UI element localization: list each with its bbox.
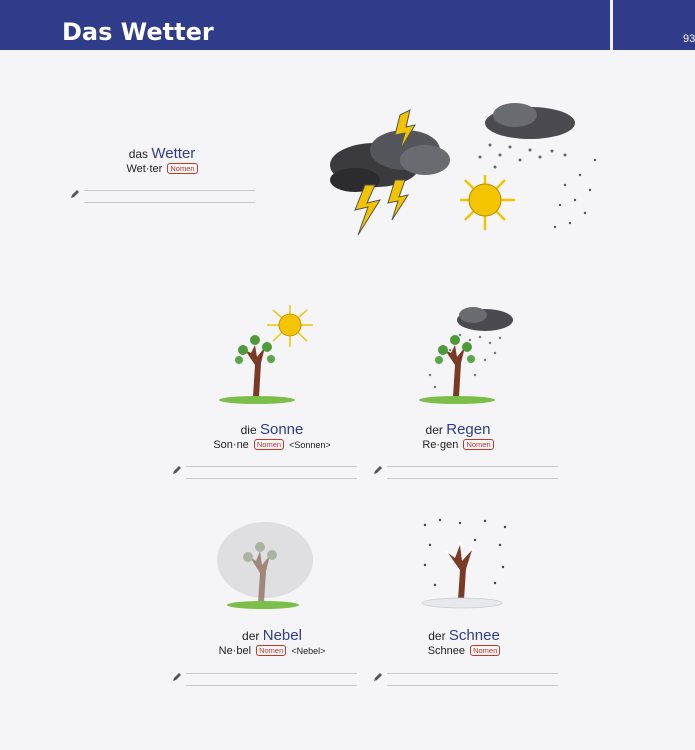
article: das: [128, 147, 149, 161]
plural-form: <Nebel>: [291, 646, 326, 656]
snowy-tree-illustration: [415, 515, 515, 615]
lightning-icon: [355, 185, 380, 235]
tree-icon: [445, 543, 475, 600]
line: [84, 202, 255, 203]
noun-tag: Nomen: [167, 163, 197, 174]
noun: Regen: [446, 421, 491, 438]
entry-wetter: [42, 145, 282, 175]
syllables: Schnee: [427, 645, 466, 657]
word-line: [344, 627, 584, 644]
line: [387, 673, 558, 674]
noun: Schnee: [448, 627, 500, 644]
noun-tag: Nomen: [470, 645, 500, 656]
noun-tag: Nomen: [463, 439, 493, 450]
rain-cloud: [485, 103, 575, 139]
pencil-icon: [172, 672, 182, 682]
line: [186, 673, 357, 674]
word-line: [338, 421, 578, 438]
noun: Sonne: [259, 421, 304, 438]
tree-icon: [419, 335, 495, 404]
writing-line[interactable]: [70, 187, 255, 201]
raindrops: [479, 144, 567, 169]
ground: [227, 601, 299, 609]
syllables: Son·ne: [213, 439, 249, 451]
rain-cloud: [457, 307, 513, 331]
rainy-tree-illustration: [415, 305, 515, 410]
sunny-tree-illustration: [215, 305, 315, 410]
noun: Wetter: [151, 145, 196, 162]
sun-icon: [267, 305, 313, 347]
foggy-tree-illustration: [215, 515, 315, 615]
syllables: Re·gen: [422, 439, 459, 451]
noun: Nebel: [262, 627, 302, 644]
article: der: [425, 423, 443, 437]
line: [84, 190, 255, 191]
article: der: [242, 629, 260, 643]
syllables: Wet·ter: [126, 163, 163, 175]
entry-regen: [338, 421, 578, 451]
writing-line[interactable]: [172, 463, 357, 477]
line: [186, 466, 357, 467]
noun-tag: Nomen: [256, 645, 286, 656]
lightning-icon: [388, 180, 408, 220]
writing-line[interactable]: [373, 463, 558, 477]
syllables: Ne·bel: [218, 645, 252, 657]
page-title: Das Wetter: [62, 18, 214, 46]
article: die: [240, 423, 257, 437]
line: [387, 466, 558, 467]
entry-schnee: [344, 627, 584, 657]
snow-ground: [422, 598, 502, 608]
pencil-icon: [172, 465, 182, 475]
plural-form: <Sonnen>: [289, 440, 331, 450]
storm-cloud: [330, 130, 450, 192]
word-line: [42, 145, 282, 162]
line: [387, 685, 558, 686]
sun-icon: [460, 175, 515, 230]
tree-icon: [219, 335, 295, 404]
page-number: 93: [683, 33, 695, 45]
syllable-line: [338, 439, 578, 451]
line: [186, 685, 357, 686]
pencil-icon: [70, 189, 80, 199]
article: der: [428, 629, 446, 643]
writing-line[interactable]: [172, 670, 357, 684]
weather-illustration: [320, 95, 610, 245]
syllable-line: [344, 645, 584, 657]
writing-line[interactable]: [373, 670, 558, 684]
pencil-icon: [373, 465, 383, 475]
line: [186, 478, 357, 479]
syllable-line: [42, 163, 282, 175]
noun-tag: Nomen: [254, 439, 284, 450]
snow-dots: [554, 159, 596, 228]
line: [387, 478, 558, 479]
header-bar: [0, 0, 610, 50]
pencil-icon: [373, 672, 383, 682]
